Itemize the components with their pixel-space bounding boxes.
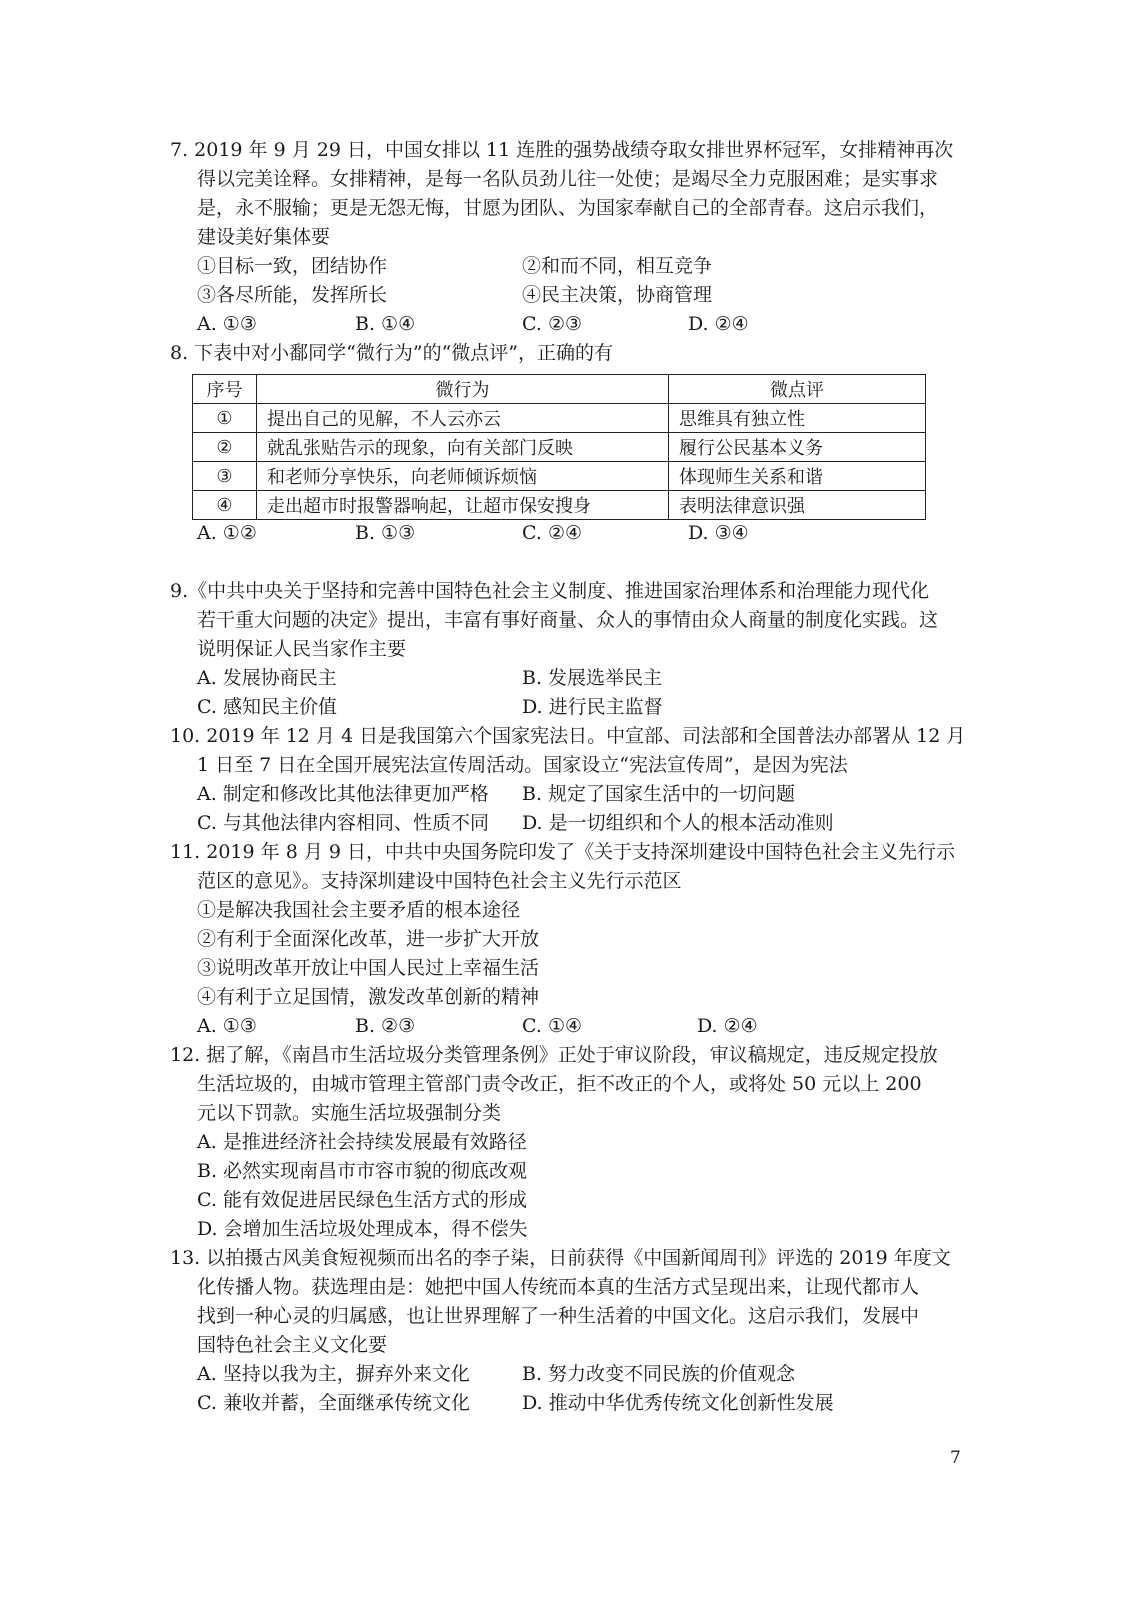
q13-stem-line-2: 化传播人物。获选理由是：她把中国人传统而本真的生活方式呈现出来，让现代都市人: [197, 1276, 920, 1298]
q8-stem: 8. 下表中对小鄱同学“微行为”的“微点评”，正确的有: [170, 342, 614, 364]
q7-item-3: ③各尽所能，发挥所长: [197, 284, 388, 306]
q11-stem-line-2: 范区的意见》。支持深圳建设中国特色社会主义先行示范区: [197, 870, 682, 892]
page-number: 7: [950, 1448, 961, 1468]
q11-option-d: D. ②④: [697, 1015, 758, 1037]
table-row: [193, 491, 926, 520]
table-header-row: [193, 375, 926, 404]
q10-option-a: A. 制定和修改比其他法律更加严格: [197, 783, 489, 805]
table-row: [193, 433, 926, 462]
q13-stem-line-4: 国特色社会主义文化要: [197, 1334, 388, 1356]
q9-option-b: B. 发展选举民主: [522, 667, 663, 689]
table-row: [193, 404, 926, 433]
q12-option-b: B. 必然实现南昌市市容市貌的彻底改观: [197, 1160, 528, 1182]
q11-option-c: C. ①④: [522, 1015, 583, 1037]
q12-option-c: C. 能有效促进居民绿色生活方式的形成: [197, 1189, 527, 1211]
cell-comment: 体现师生关系和谐: [669, 462, 926, 491]
q8-table: [192, 374, 926, 520]
cell-index: ②: [193, 433, 257, 462]
cell-behavior: 就乱张贴告示的现象，向有关部门反映: [257, 433, 669, 462]
q7-stem-line-2: 得以完美诠释。女排精神，是每一名队员劲儿往一处使；是竭尽全力克服困难；是实事求: [197, 168, 939, 190]
q7-item-4: ④民主决策，协商管理: [522, 284, 713, 306]
q10-option-c: C. 与其他法律内容相同、性质不同: [197, 812, 489, 834]
cell-comment: 思维具有独立性: [669, 404, 926, 433]
q13-stem-line-3: 找到一种心灵的归属感，也让世界理解了一种生活着的中国文化。这启示我们，发展中: [197, 1305, 920, 1327]
cell-behavior: 和老师分享快乐，向老师倾诉烦恼: [257, 462, 669, 491]
q11-item-3: ③说明改革开放让中国人民过上幸福生活: [197, 957, 540, 979]
q12-stem-line-1: 12. 据了解，《南昌市生活垃圾分类管理条例》正处于审议阶段，审议稿规定，违反规定投放: [170, 1044, 938, 1066]
q11-item-1: ①是解决我国社会主要矛盾的根本途径: [197, 899, 521, 921]
cell-behavior: 提出自己的见解，不人云亦云: [257, 404, 669, 433]
q12-option-a: A. 是推进经济社会持续发展最有效路径: [197, 1131, 527, 1153]
q8-option-d: D. ③④: [688, 522, 749, 544]
q10-stem-line-1: 10. 2019 年 12 月 4 日是我国第六个国家宪法日。中宣部、司法部和全国普法办部署从 12 月: [170, 725, 966, 747]
q13-option-a: A. 坚持以我为主，摒弃外来文化: [197, 1363, 470, 1385]
q13-option-d: D. 推动中华优秀传统文化创新性发展: [522, 1392, 834, 1414]
q10-stem-line-2: 1 日至 7 日在全国开展宪法宣传周活动。国家设立“宪法宣传周”，是因为宪法: [197, 754, 848, 776]
q13-stem-line-1: 13. 以拍摄古风美食短视频而出名的李子柒，日前获得《中国新闻周刊》评选的 2019 年度文: [170, 1247, 951, 1269]
q12-stem-line-2: 生活垃圾的，由城市管理主管部门责令改正，拒不改正的个人，或将处 50 元以上 200: [197, 1073, 922, 1095]
cell-behavior: 走出超市时报警器响起，让超市保安搜身: [257, 491, 669, 520]
q9-option-d: D. 进行民主监督: [522, 696, 663, 718]
cell-index: ①: [193, 404, 257, 433]
q9-stem-line-2: 若干重大问题的决定》提出，丰富有事好商量、众人的事情由众人商量的制度化实践。这: [197, 609, 939, 631]
cell-comment: 履行公民基本义务: [669, 433, 926, 462]
table-row: [193, 462, 926, 491]
q7-stem-line-3: 是，永不服输；更是无怨无悔，甘愿为团队、为国家奉献自己的全部青春。这启示我们，: [197, 197, 939, 219]
q12-option-d: D. 会增加生活垃圾处理成本，得不偿失: [197, 1218, 528, 1240]
q7-option-b: B. ①④: [355, 313, 416, 335]
cell-index: ④: [193, 491, 257, 520]
q7-item-2: ②和而不同，相互竞争: [522, 255, 713, 277]
header-index: 序号: [193, 375, 257, 404]
q9-stem-line-3: 说明保证人民当家作主要: [197, 638, 407, 660]
q7-option-c: C. ②③: [522, 313, 583, 335]
cell-comment: 表明法律意识强: [669, 491, 926, 520]
q9-stem-line-1: 9.《中共中央关于坚持和完善中国特色社会主义制度、推进国家治理体系和治理能力现代化: [170, 580, 930, 602]
q7-option-a: A. ①③: [197, 313, 257, 335]
cell-index: ③: [193, 462, 257, 491]
header-comment: 微点评: [669, 375, 926, 404]
q11-option-b: B. ②③: [355, 1015, 416, 1037]
q10-option-b: B. 规定了国家生活中的一切问题: [522, 783, 796, 805]
q11-stem-line-1: 11. 2019 年 8 月 9 日，中共中央国务院印发了《关于支持深圳建设中国特色社会主义先行示: [170, 841, 955, 863]
header-behavior: 微行为: [257, 375, 669, 404]
q8-option-b: B. ①③: [355, 522, 416, 544]
q11-item-2: ②有利于全面深化改革，进一步扩大开放: [197, 928, 540, 950]
q11-item-4: ④有利于立足国情，激发改革创新的精神: [197, 986, 540, 1008]
q9-option-a: A. 发展协商民主: [197, 667, 337, 689]
q7-stem-line-1: 7. 2019 年 9 月 29 日，中国女排以 11 连胜的强势战绩夺取女排世界杯冠军，女排精神再次: [170, 139, 954, 161]
q7-stem-line-4: 建设美好集体要: [197, 226, 331, 248]
q8-option-a: A. ①②: [197, 522, 257, 544]
q12-stem-line-3: 元以下罚款。实施生活垃圾强制分类: [197, 1102, 502, 1124]
q11-option-a: A. ①③: [197, 1015, 257, 1037]
q9-option-c: C. 感知民主价值: [197, 696, 337, 718]
q13-option-b: B. 努力改变不同民族的价值观念: [522, 1363, 796, 1385]
q8-option-c: C. ②④: [522, 522, 583, 544]
q7-option-d: D. ②④: [688, 313, 749, 335]
q13-option-c: C. 兼收并蓄，全面继承传统文化: [197, 1392, 470, 1414]
q7-item-1: ①目标一致，团结协作: [197, 255, 388, 277]
q10-option-d: D. 是一切组织和个人的根本活动准则: [522, 812, 834, 834]
